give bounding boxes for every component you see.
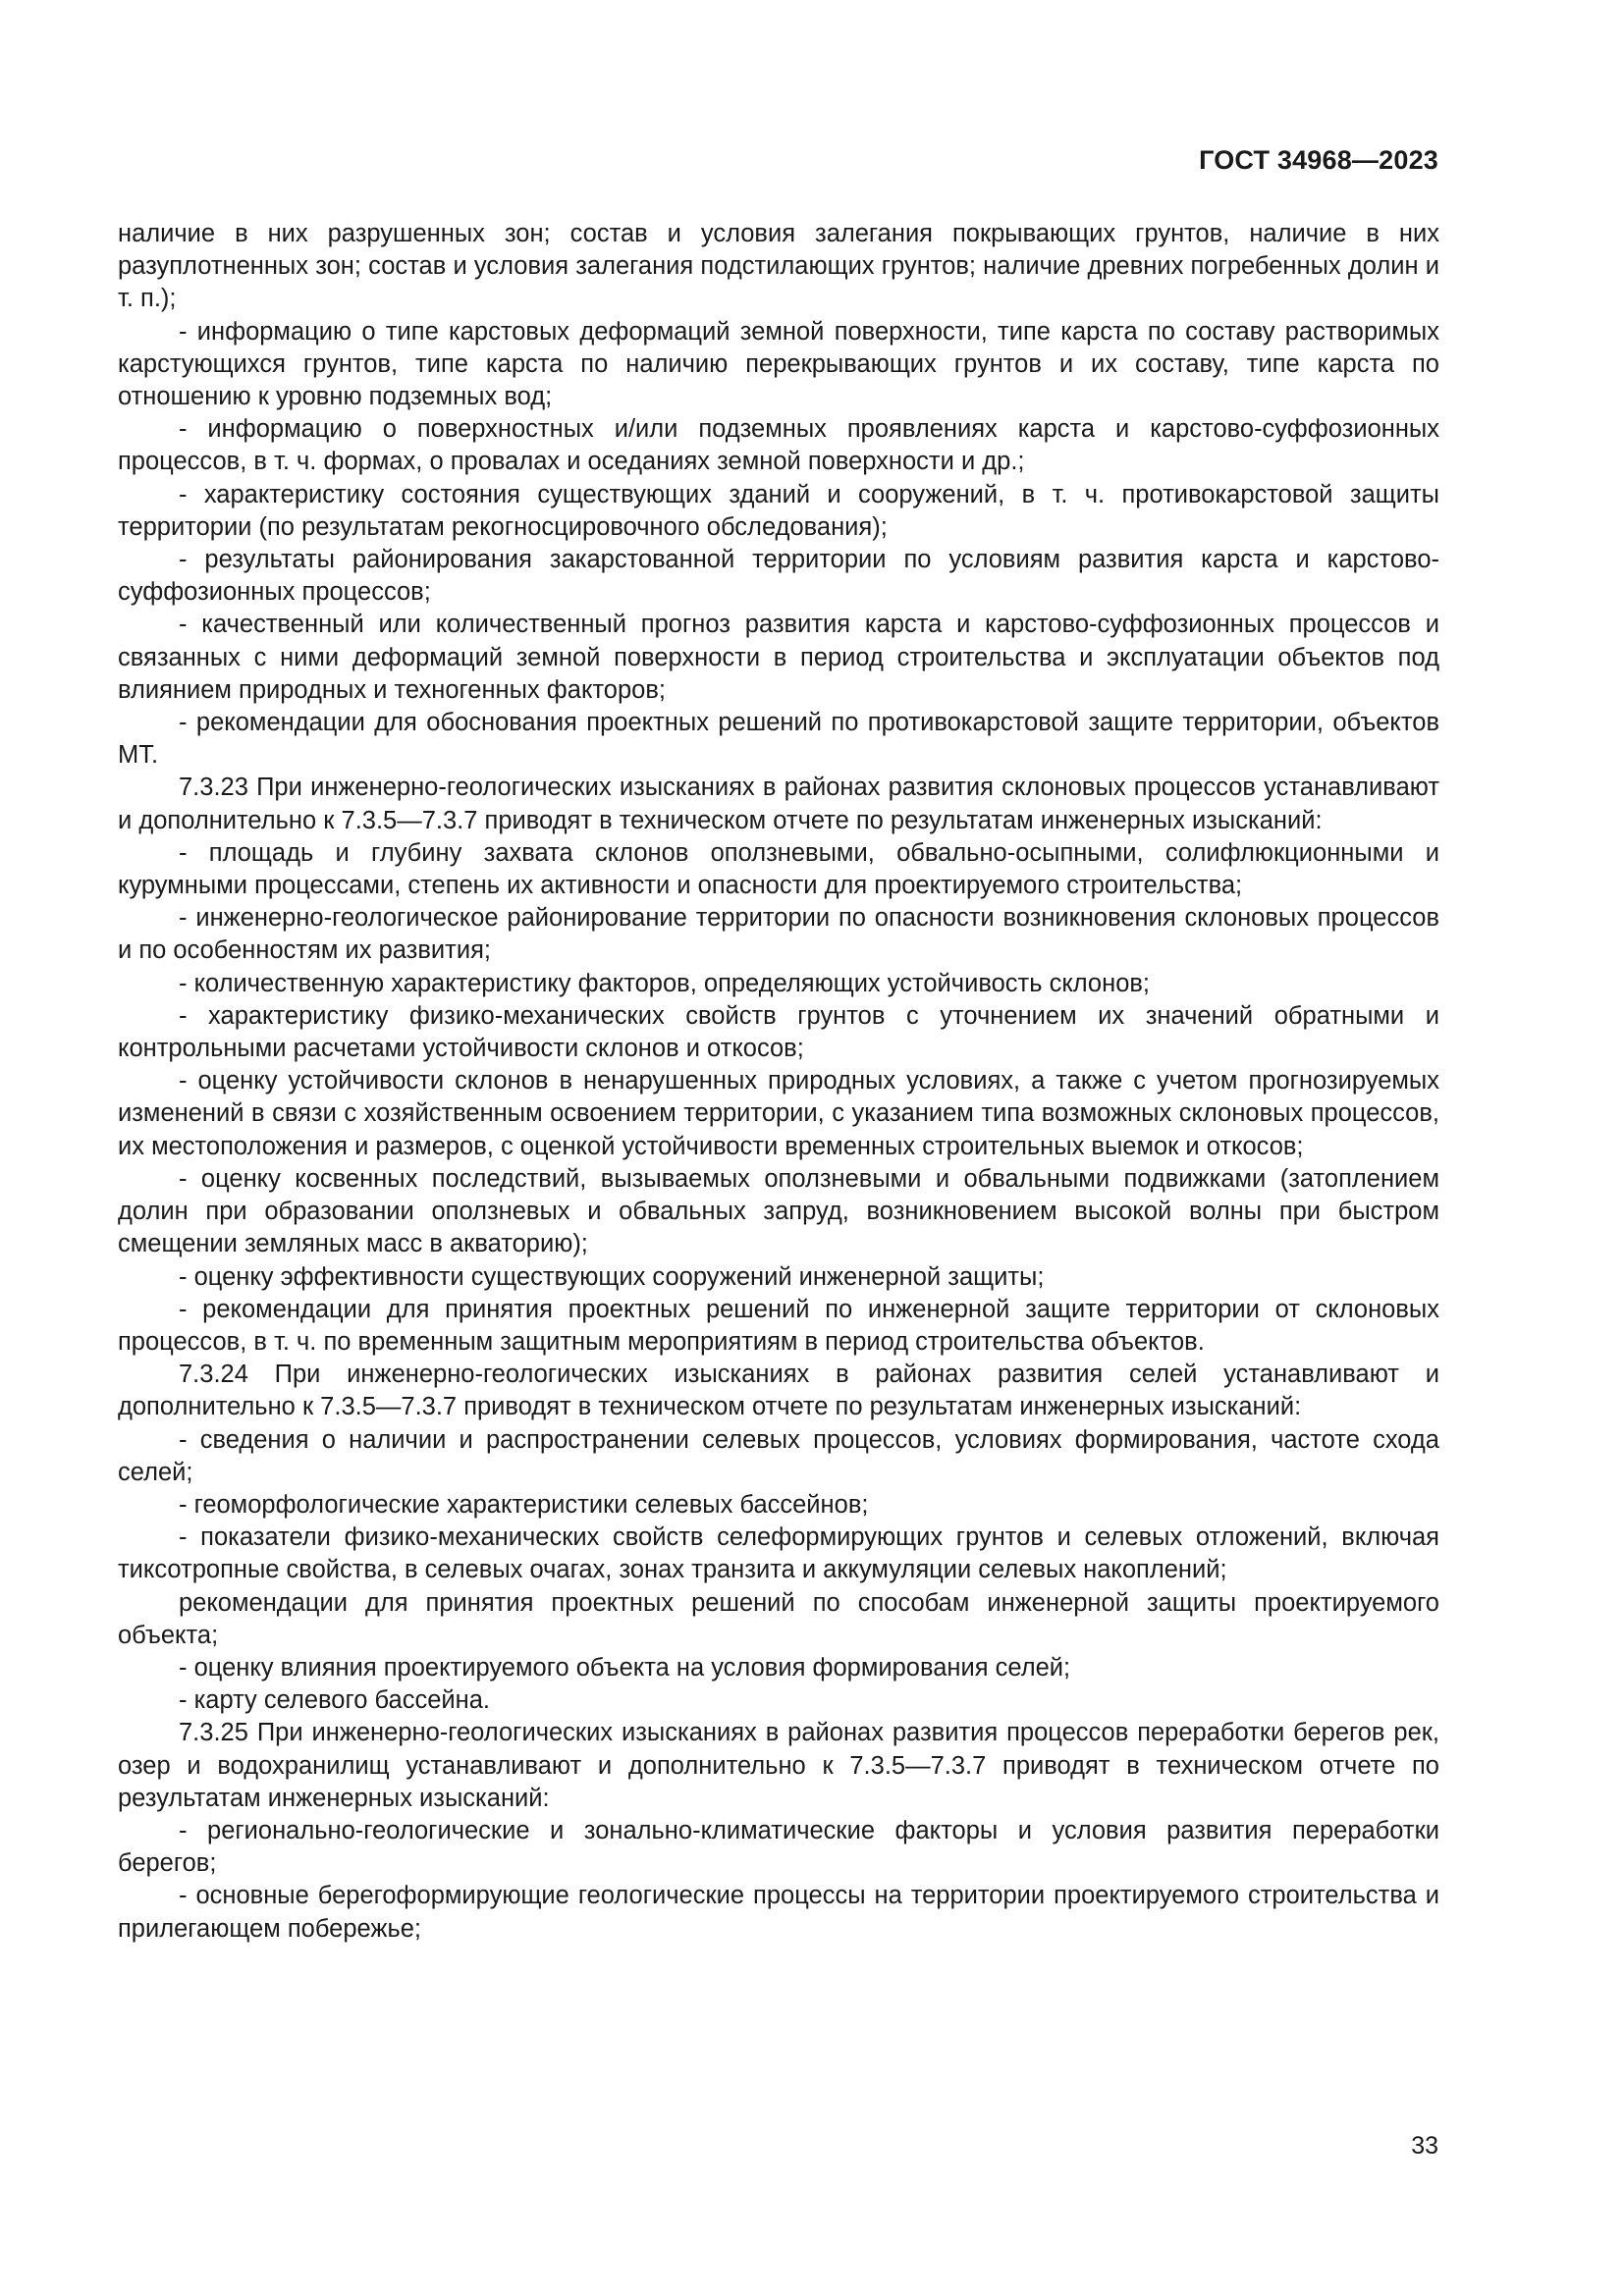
page-number: 33 <box>1411 2132 1438 2160</box>
paragraph: - оценку эффективности существующих сооружений инженерной защиты; <box>179 1262 1045 1291</box>
paragraph: - оценку устойчивости склонов в ненарушенных природных условиях, а также с учетом прогнозируемых изменений в связи с хозяйственным освоением территории, с указанием типа возможных склоновых процессов, их местоположения и размеров, с оценкой устойчивости временных строительных выемок и откосов; <box>118 1067 1439 1160</box>
paragraph: 7.3.24 При инженерно-геологических изысканиях в районах развития селей устанавливают и дополнительно к 7.3.5—7.3.7 приводят в техническом отчете по результатам инженерных изысканий: <box>118 1361 1439 1421</box>
paragraph: - карту селевого бассейна. <box>179 1686 490 1715</box>
paragraph: наличие в них разрушенных зон; состав и условия залегания покрывающих грунтов, наличие в них разуплотненных зон; состав и условия залегания подстилающих грунтов; наличие древних погребенных долин и т. п.); <box>118 220 1439 313</box>
paragraph: 7.3.23 При инженерно-геологических изысканиях в районах развития склоновых процессов устанавливают и дополнительно к 7.3.5—7.3.7 приводят в техническом отчете по результатам инженерных изысканий: <box>118 774 1439 834</box>
paragraph: рекомендации для принятия проектных решений по способам инженерной защиты проектируемого объекта; <box>118 1588 1439 1649</box>
paragraph: - информацию о поверхностных и/или подземных проявлениях карста и карстово-суффозионных процессов, в т. ч. формах, о провалах и оседаниях земной поверхности и др.; <box>118 415 1439 476</box>
paragraph: - характеристику состояния существующих зданий и сооружений, в т. ч. противокарстовой защиты территории (по результатам рекогносцировочного обследования); <box>118 480 1439 541</box>
paragraph: - рекомендации для обоснования проектных решений по противокарстовой защите территории, объектов МТ. <box>118 709 1439 770</box>
paragraph: - характеристику физико-механических свойств грунтов с уточнением их значений обратными и контрольными расчетами устойчивости склонов и откосов; <box>118 1001 1439 1063</box>
paragraph: - инженерно-геологическое районирование территории по опасности возникновения склоновых процессов и по особенностям их развития; <box>118 904 1439 965</box>
paragraph: - информацию о типе карстовых деформаций земной поверхности, типе карста по составу растворимых карстующихся грунтов, типе карста по наличию перекрывающих грунтов и их составу, типе карста по отношению к уровню подземных вод; <box>118 317 1439 411</box>
paragraph: - сведения о наличии и распространении селевых процессов, условиях формирования, частоте схода селей; <box>118 1425 1439 1486</box>
paragraph: - качественный или количественный прогноз развития карста и карстово-суффозионных процессов и связанных с ними деформаций земной поверхности в период строительства и эксплуатации объектов под влиянием природных и техногенных факторов; <box>118 611 1439 704</box>
paragraph: - показатели физико-механических свойств селеформирующих грунтов и селевых отложений, включая тиксотропные свойства, в селевых очагах, зонах транзита и аккумуляции селевых накоплений; <box>118 1523 1439 1584</box>
paragraph: - геоморфологические характеристики селевых бассейнов; <box>179 1490 869 1519</box>
paragraph: - основные берегоформирующие геологические процессы на территории проектируемого строительства и прилегающем побережье; <box>118 1882 1439 1943</box>
paragraph: - площадь и глубину захвата склонов оползневыми, обвально-осыпными, солифлюкционными и курумными процессами, степень их активности и опасности для проектируемого строительства; <box>118 838 1439 900</box>
document-body <box>118 218 1439 1946</box>
paragraph: - регионально-геологические и зонально-климатические факторы и условия развития переработки берегов; <box>118 1816 1439 1878</box>
paragraph: 7.3.25 При инженерно-геологических изысканиях в районах развития процессов переработки берегов рек, озер и водохранилищ устанавливают и дополнительно к 7.3.5—7.3.7 приводят в техническом отчете по результатам инженерных изысканий: <box>118 1719 1439 1812</box>
paragraph: - оценку косвенных последствий, вызываемых оползневыми и обвальными подвижками (затоплением долин при образовании оползневых и обвальных запруд, возникновением высокой волны при быстром смещении земляных масс в акваторию); <box>118 1164 1439 1258</box>
paragraph: - количественную характеристику факторов, определяющих устойчивость склонов; <box>179 969 1151 997</box>
document-header: ГОСТ 34968—2023 <box>1199 145 1438 175</box>
paragraph: - рекомендации для принятия проектных решений по инженерной защите территории от склоновых процессов, в т. ч. по временным защитным мероприятиям в период строительства объектов. <box>118 1295 1439 1356</box>
paragraph: - оценку влияния проектируемого объекта на условия формирования селей; <box>179 1653 1071 1682</box>
paragraph: - результаты районирования закарстованной территории по условиям развития карста и карстово-суффозионных процессов; <box>118 546 1439 607</box>
